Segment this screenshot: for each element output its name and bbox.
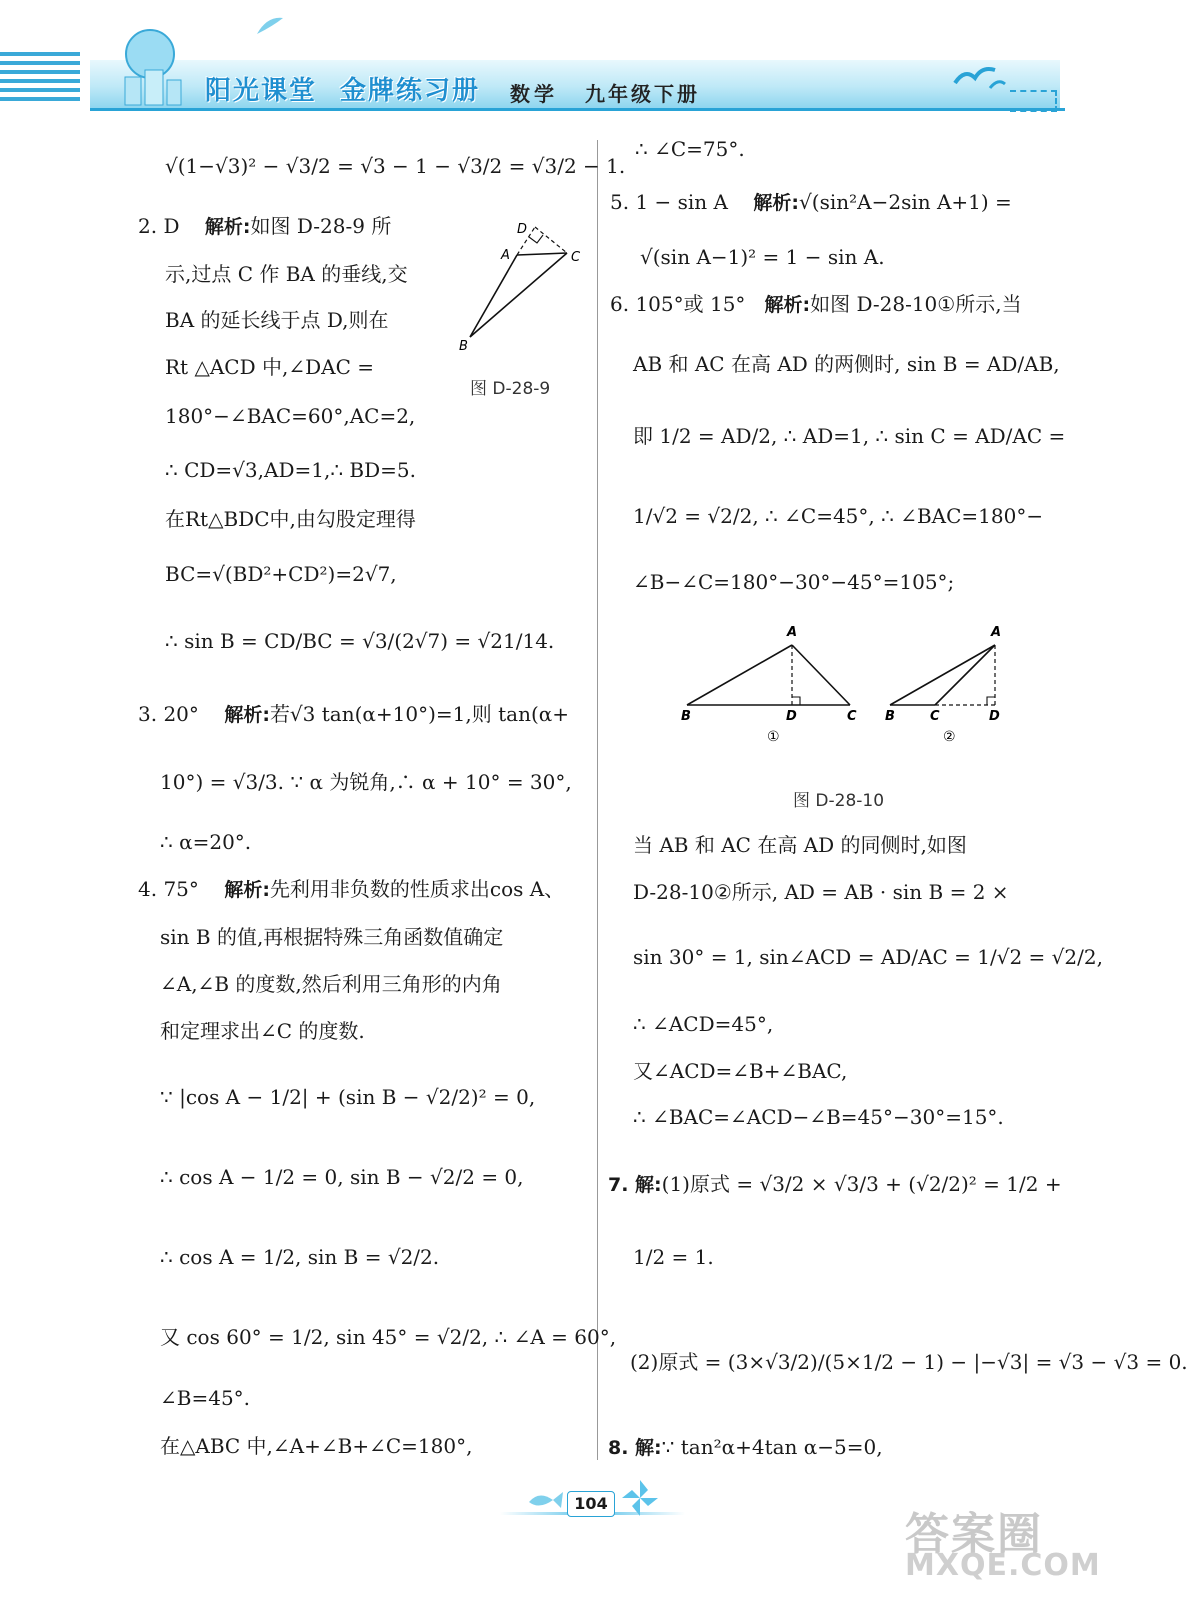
- watermark-logo: 答案圈: [905, 1509, 1043, 1560]
- q6-line-7: D-28-10②所示, AD = AB · sin B = 2 ×: [633, 880, 1009, 904]
- q4-answer: 4. 75°: [138, 877, 199, 901]
- q7-text-a: (1)原式 = √3/2 × √3/3 + (√2/2)² = 1/2 +: [661, 1172, 1062, 1196]
- q6-line-11: ∴ ∠BAC=∠ACD−∠B=45°−30°=15°.: [633, 1105, 1004, 1129]
- q3-line-1: [138, 700, 569, 729]
- figure-d-28-9: [455, 215, 590, 360]
- fig10-2-label-d: D: [989, 709, 1000, 724]
- header-stripes: [0, 52, 80, 112]
- fig10-caption: 图 D-28-10: [793, 791, 885, 811]
- q8-text-a: ∵ tan²α+4tan α−5=0,: [661, 1435, 883, 1459]
- globe-icon: [105, 22, 200, 110]
- fig10-2-label-b: B: [885, 709, 895, 724]
- q6-answer: 6. 105°或 15°: [610, 292, 746, 316]
- left-line-1: √(1−√3)² − √3/2 = √3 − 1 − √3/2 = √3/2 − 1.: [165, 154, 626, 178]
- q6-line-4: 1/√2 = √2/2, ∴ ∠C=45°, ∴ ∠BAC=180°−: [633, 504, 1044, 528]
- leaf-icon: [255, 14, 285, 36]
- fig10-1-label-d: D: [786, 709, 797, 724]
- fig10-2-number: ②: [943, 729, 956, 745]
- page-header: [0, 0, 1093, 140]
- q5-line-1: [610, 188, 1012, 217]
- q4-line-8: 又 cos 60° = 1/2, sin 45° = √2/2, ∴ ∠A = 60°,: [160, 1325, 617, 1349]
- q7-line-2: 1/2 = 1.: [633, 1245, 714, 1269]
- q4-line-1: [138, 875, 564, 904]
- q2-text-a: 如图 D-28-9 所: [250, 214, 392, 238]
- q6-line-6: 当 AB 和 AC 在高 AD 的同侧时,如图: [633, 833, 967, 857]
- book-title: 金牌练习册: [340, 76, 481, 106]
- q2-line-5: 180°−∠BAC=60°,AC=2,: [165, 404, 416, 428]
- series-title: 阳光课堂: [205, 76, 318, 106]
- q5-text-a: √(sin²A−2sin A+1) =: [799, 190, 1012, 214]
- subject-label: 数学: [510, 82, 558, 106]
- q7-line-3: (2)原式 = (3×√3/2)/(5×1/2 − 1) − |−√3| = √3 − √3 = 0.: [630, 1350, 1188, 1374]
- q4-line-2: sin B 的值,再根据特殊三角函数值确定: [160, 925, 504, 949]
- fig10-1-label-a: A: [787, 625, 798, 640]
- q6-line-5: ∠B−∠C=180°−30°−45°=105°;: [633, 570, 955, 594]
- q7-head: 7. 解:: [608, 1174, 662, 1196]
- q2-line-2: 示,过点 C 作 BA 的垂线,交: [165, 262, 408, 286]
- q4-line-10: 在△ABC 中,∠A+∠B+∠C=180°,: [160, 1434, 473, 1458]
- watermark-url: MXQE.COM: [905, 1548, 1101, 1583]
- q4-line-4: 和定理求出∠C 的度数.: [160, 1019, 365, 1043]
- q2-answer: 2. D: [138, 214, 180, 238]
- q6-line-1: [610, 290, 1022, 319]
- column-divider: [597, 140, 598, 1460]
- q4-line-3: ∠A,∠B 的度数,然后利用三角形的内角: [160, 972, 502, 996]
- footer-windmill-icon: [620, 1478, 660, 1518]
- q6-text-a: 如图 D-28-10①所示,当: [810, 292, 1022, 316]
- q4-text-a: 先利用非负数的性质求出cos A、: [269, 877, 565, 901]
- q4-line-6: ∴ cos A − 1/2 = 0, sin B − √2/2 = 0,: [160, 1165, 524, 1189]
- q6-line-9: ∴ ∠ACD=45°,: [633, 1012, 774, 1036]
- q6-line-8: sin 30° = 1, sin∠ACD = AD/AC = 1/√2 = √2/2,: [633, 945, 1103, 969]
- q2-line-3: BA 的延长线于点 D,则在: [165, 308, 389, 332]
- fig9-label-c: C: [571, 250, 581, 265]
- q5-jiexi: 解析:: [753, 192, 800, 214]
- q4-line-5: ∵ |cos A − 1/2| + (sin B − √2/2)² = 0,: [160, 1085, 536, 1109]
- fig10-1-number: ①: [767, 729, 780, 745]
- q5-answer: 5. 1 − sin A: [610, 190, 728, 214]
- q8-head: 8. 解:: [608, 1437, 662, 1459]
- q6-line-10: 又∠ACD=∠B+∠BAC,: [633, 1059, 848, 1083]
- figure-d-28-10: [675, 620, 1015, 750]
- q2-jiexi: 解析:: [204, 216, 251, 238]
- q6-line-3: 即 1/2 = AD/2, ∴ AD=1, ∴ sin C = AD/AC =: [633, 424, 1066, 448]
- q3-line-2: 10°) = √3/3. ∵ α 为锐角,∴ α + 10° = 30°,: [160, 770, 572, 794]
- grade-label: 九年级下册: [585, 82, 700, 106]
- fig9-label-b: B: [459, 339, 468, 354]
- q3-text-a: 若√3 tan(α+10°)=1,则 tan(α+: [269, 702, 570, 726]
- q6-line-2: AB 和 AC 在高 AD 的两侧时, sin B = AD/AB,: [633, 352, 1060, 376]
- fig9-label-d: D: [517, 222, 528, 237]
- q2-line-6: ∴ CD=√3,AD=1,∴ BD=5.: [165, 458, 416, 482]
- fig10-2-label-a: A: [991, 625, 1002, 640]
- fig10-1-label-c: C: [847, 709, 857, 724]
- footer-fish-icon: [525, 1482, 565, 1516]
- q3-line-3: ∴ α=20°.: [160, 830, 252, 854]
- q8-line-1: [608, 1433, 883, 1462]
- q4-line-9: ∠B=45°.: [160, 1386, 251, 1410]
- right-line-1: ∴ ∠C=75°.: [635, 137, 745, 161]
- q5-line-2: √(sin A−1)² = 1 − sin A.: [640, 245, 885, 269]
- fig10-1-label-b: B: [681, 709, 691, 724]
- q4-jiexi: 解析:: [224, 879, 270, 901]
- page-number: 104: [567, 1491, 615, 1517]
- q2-line-7: 在Rt△BDC中,由勾股定理得: [165, 507, 416, 531]
- q7-line-1: [608, 1170, 1062, 1199]
- fig9-label-a: A: [501, 248, 510, 263]
- q4-line-7: ∴ cos A = 1/2, sin B = √2/2.: [160, 1245, 440, 1269]
- q2-line-1: [138, 212, 391, 241]
- header-rule: [90, 108, 1065, 111]
- q2-line-8: BC=√(BD²+CD²)=2√7,: [165, 562, 397, 586]
- q6-jiexi: 解析:: [764, 294, 811, 316]
- fig9-caption: 图 D-28-9: [470, 379, 551, 399]
- q2-line-9: ∴ sin B = CD/BC = √3/(2√7) = √21/14.: [165, 629, 555, 653]
- q2-line-4: Rt △ACD 中,∠DAC =: [165, 355, 374, 379]
- q3-answer: 3. 20°: [138, 702, 199, 726]
- q3-jiexi: 解析:: [224, 704, 270, 726]
- fig10-2-label-c: C: [930, 709, 940, 724]
